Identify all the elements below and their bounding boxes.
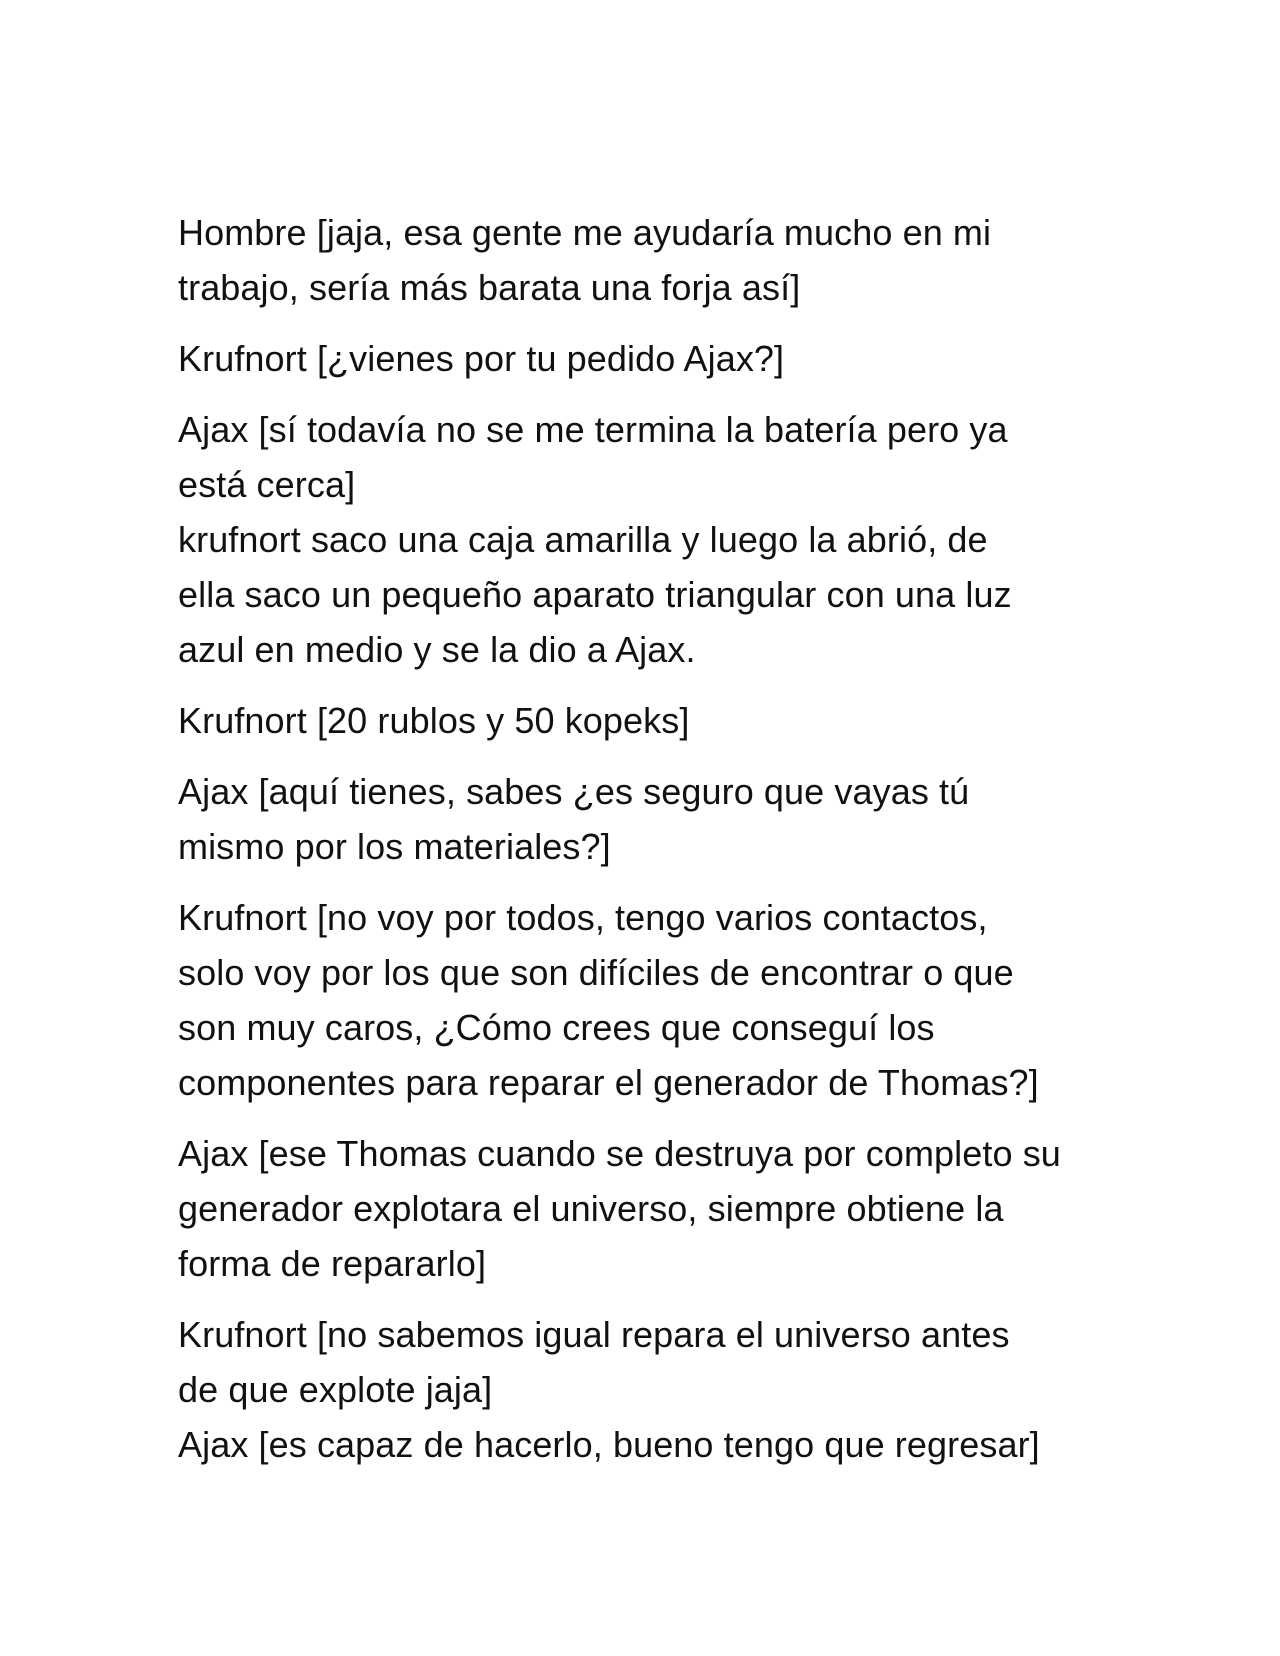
paragraph-narration-caja: krufnort saco una caja amarilla y luego la abrió, de ella saco un pequeño aparato triangular con una luz azul en medio y se la dio a Ajax. (178, 519, 1012, 670)
paragraph-krufnort-universo: Krufnort [no sabemos igual repara el universo antes de que explote jaja] (178, 1314, 1010, 1410)
paragraph-ajax-regresar: Ajax [es capaz de hacerlo, bueno tengo que regresar] (178, 1424, 1040, 1465)
paragraph-ajax-bateria: Ajax [sí todavía no se me termina la batería pero ya está cerca] (178, 409, 1008, 505)
paragraph-ajax-thomas: Ajax [ese Thomas cuando se destruya por completo su generador explotara el universo, siempre obtiene la forma de repararlo] (178, 1133, 1061, 1284)
paragraph-hombre: Hombre [jaja, esa gente me ayudaría mucho en mi trabajo, sería más barata una forja así] (178, 212, 992, 308)
paragraph-krufnort-pedido: Krufnort [¿vienes por tu pedido Ajax?] (178, 338, 785, 379)
document-body (178, 205, 1118, 1488)
paragraph-krufnort-precio: Krufnort [20 rublos y 50 kopeks] (178, 700, 690, 741)
paragraph-krufnort-contactos: Krufnort [no voy por todos, tengo varios contactos, solo voy por los que son difíciles de encontrar o que son muy caros, ¿Cómo crees que conseguí los componentes para reparar el generador de Thomas?] (178, 897, 1039, 1103)
paragraph-ajax-materiales: Ajax [aquí tienes, sabes ¿es seguro que vayas tú mismo por los materiales?] (178, 771, 970, 867)
